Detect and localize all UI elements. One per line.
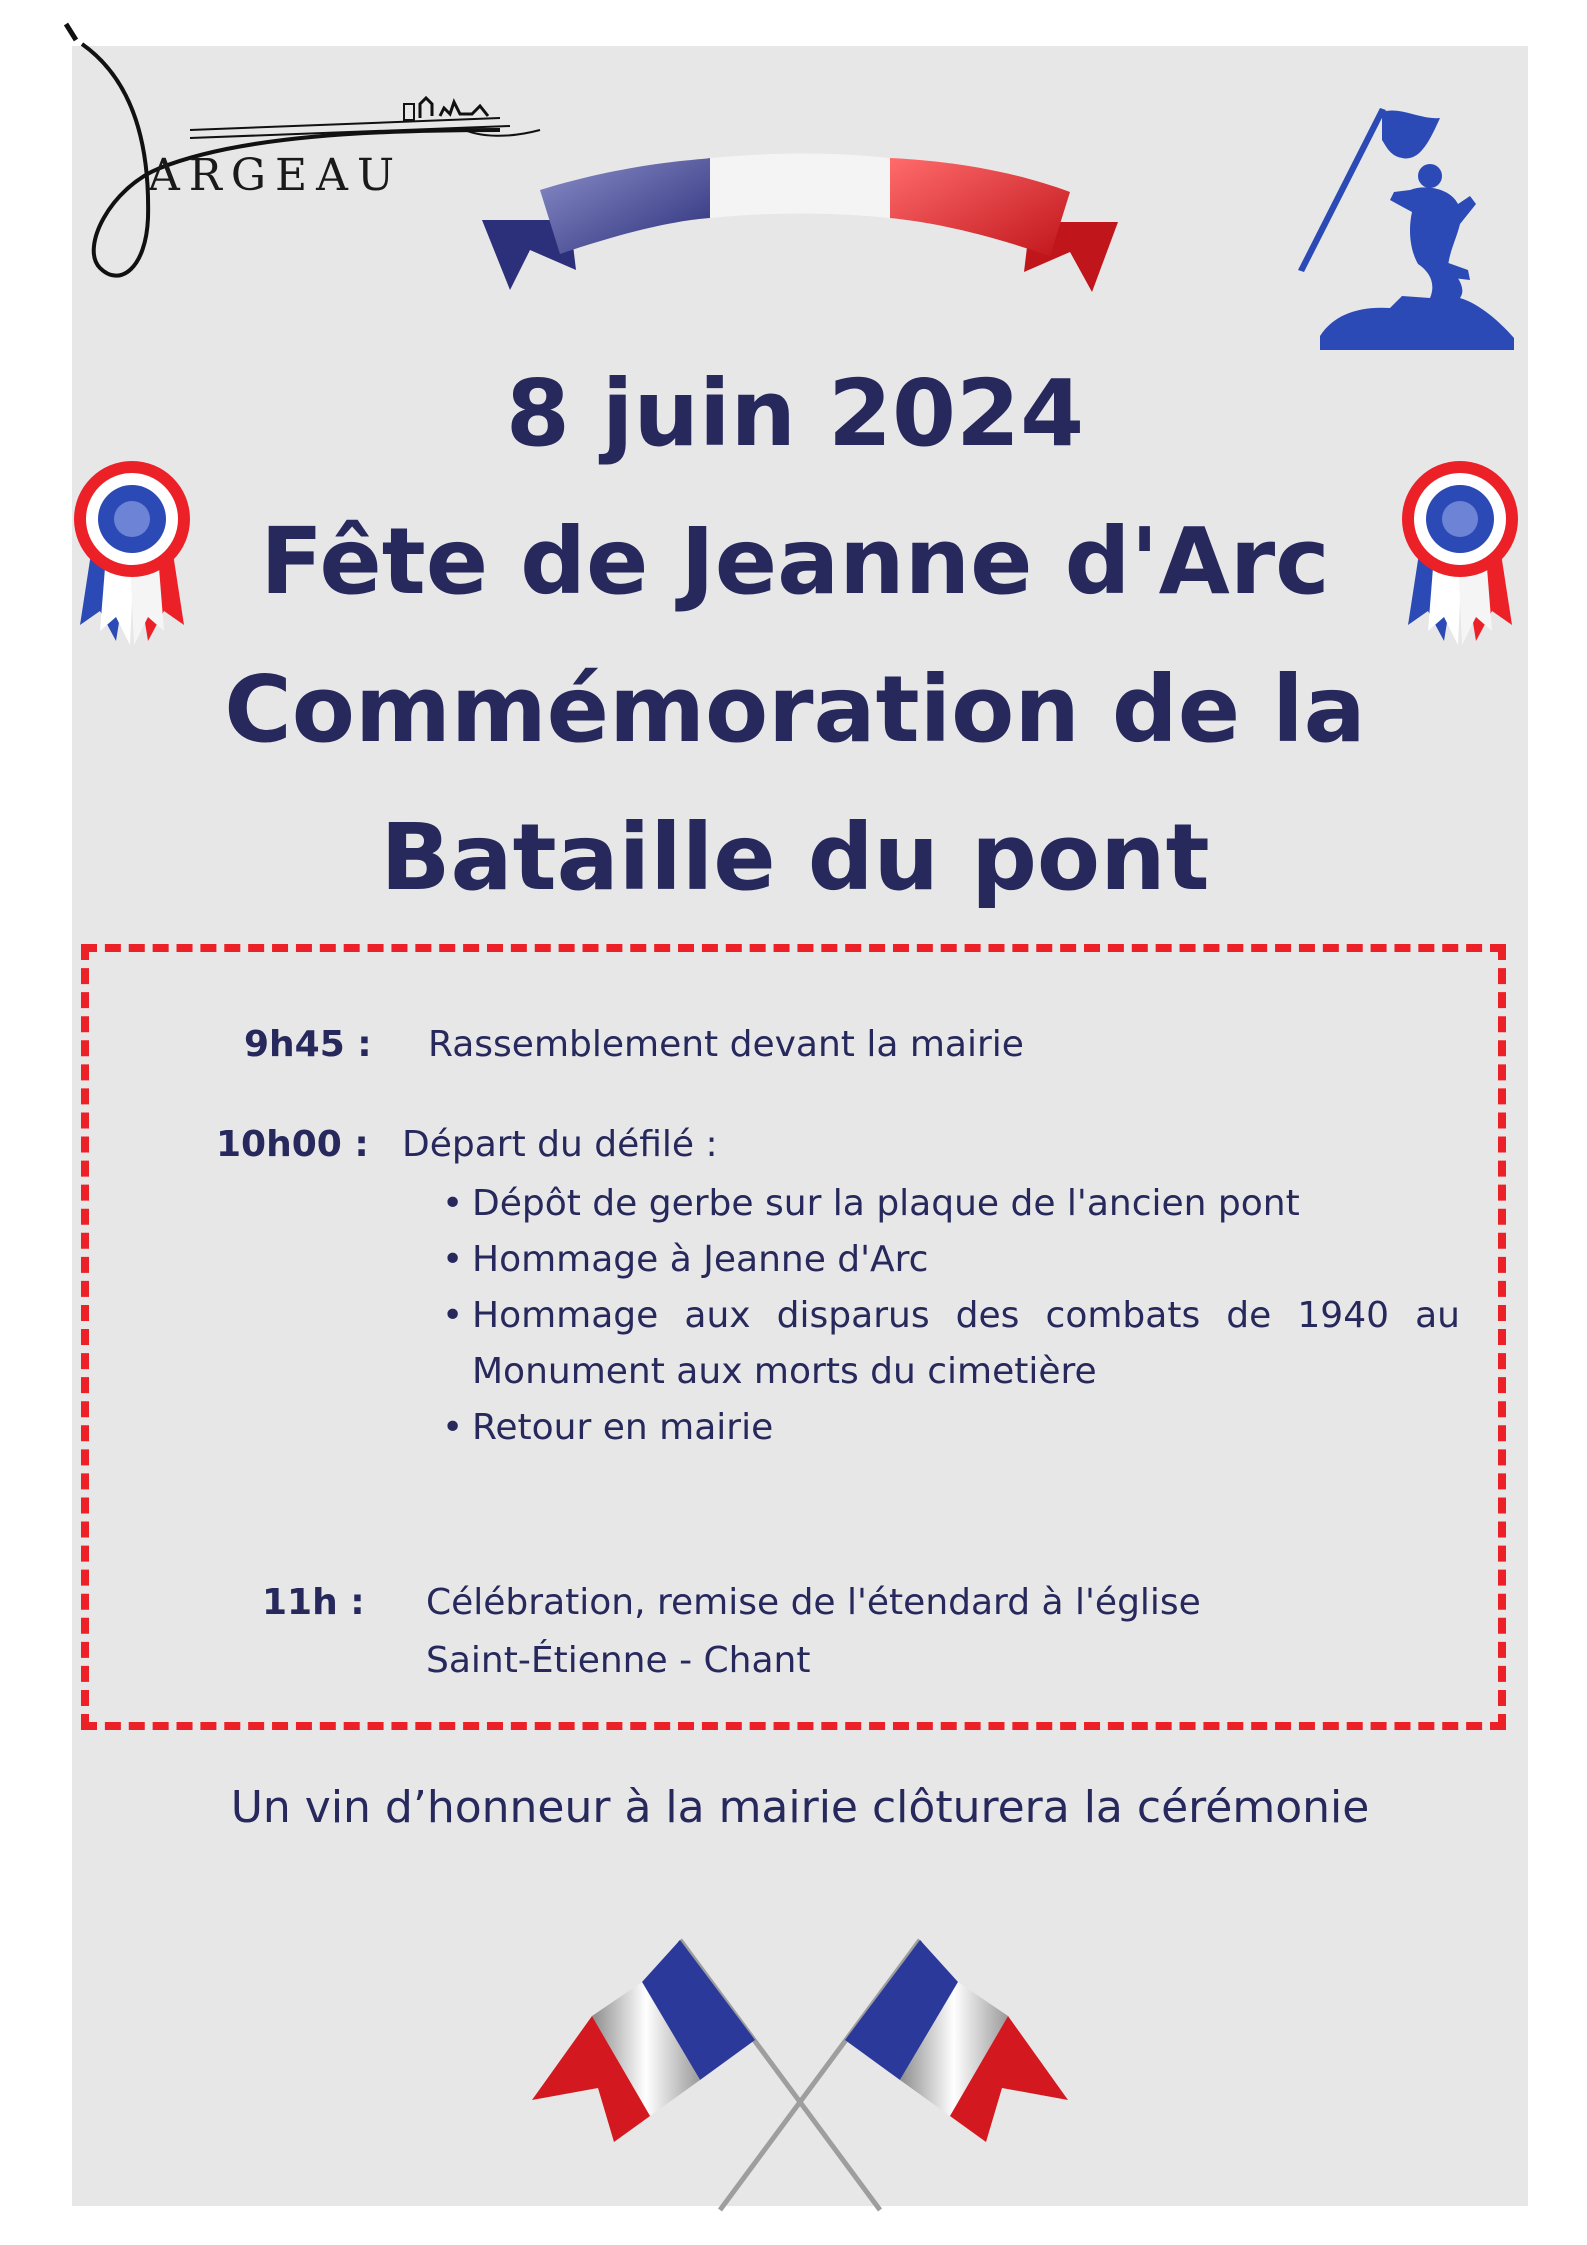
jeanne-darc-statue-icon	[1290, 100, 1520, 360]
program-time-3: 11h :	[262, 1582, 365, 1623]
list-item: • Dépôt de gerbe sur la plaque de l'ancien pont	[440, 1176, 1460, 1232]
headline	[160, 340, 1430, 932]
list-item: • Hommage aux disparus des combats de 1940 au Monument aux morts du cimetière	[440, 1288, 1460, 1400]
program-desc-1: Rassemblement devant la mairie	[428, 1024, 1024, 1065]
crossed-flags-icon	[530, 1920, 1070, 2220]
event-title: Fête de Jeanne d'Arc	[260, 508, 1330, 615]
program-desc-2: Départ du défilé :	[402, 1124, 718, 1165]
logo-text: ARGEAU	[148, 150, 404, 201]
list-item: • Hommage à Jeanne d'Arc	[440, 1232, 1460, 1288]
program-desc-3-line2: Saint-Étienne - Chant	[426, 1640, 811, 1681]
program-desc-3-line1: Célébration, remise de l'étendard à l'église	[426, 1582, 1201, 1623]
event-date: 8 juin 2024	[505, 360, 1085, 467]
closing-note: Un vin d’honneur à la mairie clôturera la cérémonie	[230, 1782, 1370, 1833]
event-subtitle-line2: Bataille du pont	[380, 804, 1210, 911]
program-time-1: 9h45 :	[244, 1024, 372, 1065]
event-subtitle-line1: Commémoration de la	[224, 656, 1366, 763]
program-time-2: 10h00 :	[216, 1124, 369, 1165]
program-bullet-list	[440, 1176, 1460, 1456]
tricolor-ribbon-banner	[480, 150, 1120, 300]
list-item: • Retour en mairie	[440, 1400, 1460, 1456]
